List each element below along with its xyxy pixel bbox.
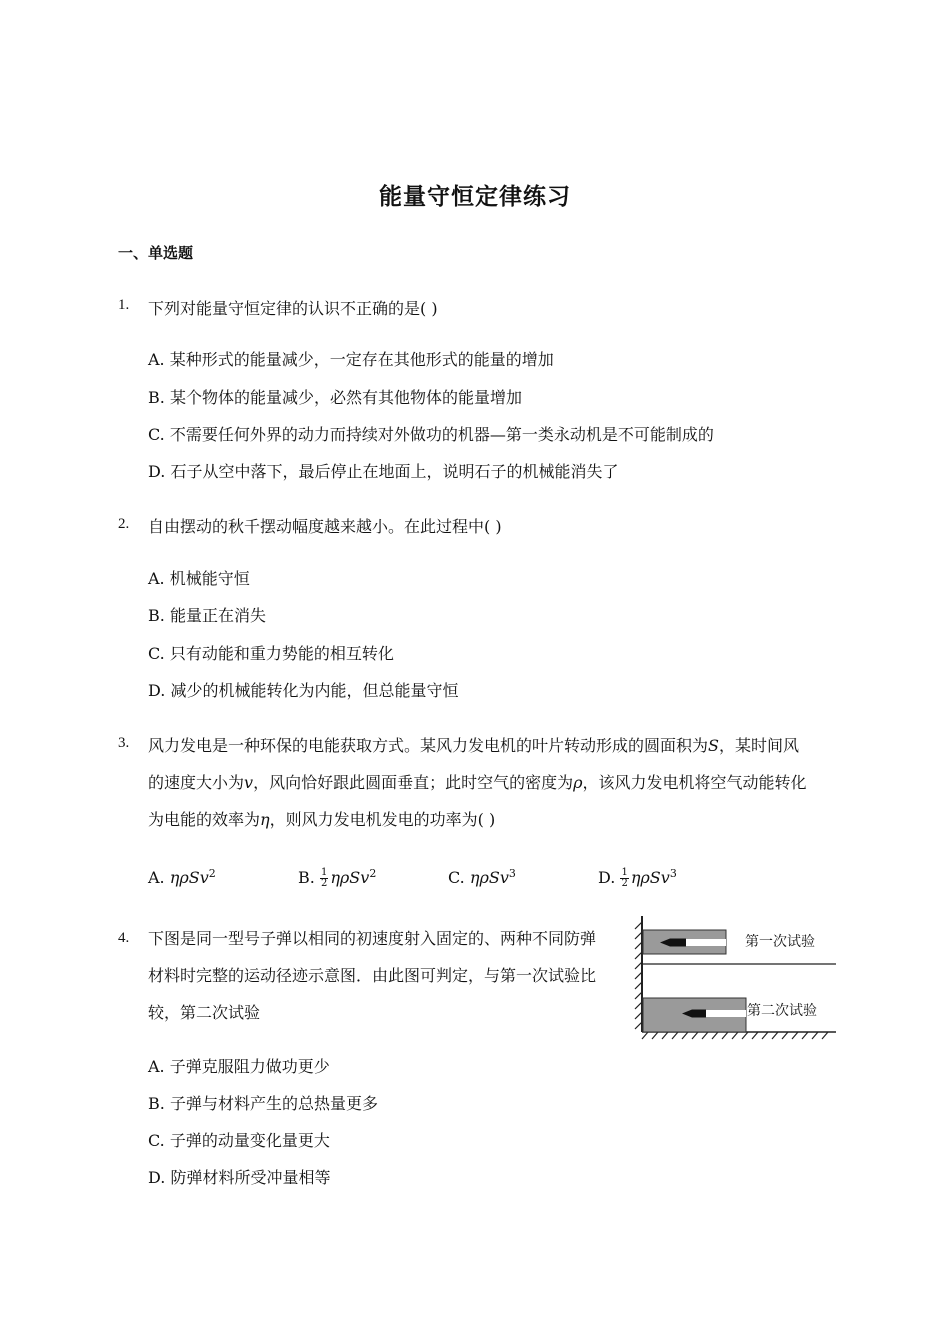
- page-title: 能量守恒定律练习: [379, 184, 571, 210]
- fraction-one-half: $\frac{1}{2}$: [320, 867, 328, 889]
- question-4-number: 4.: [118, 930, 130, 946]
- bullet-experiment-figure: [630, 912, 840, 1044]
- question-1-option-a[interactable]: A. 某种形式的能量减少，一定存在其他形式的能量的增加: [148, 350, 554, 369]
- question-3-option-c[interactable]: C. ηρSv$^3$: [448, 867, 516, 887]
- section-heading: 一、单选题: [118, 244, 194, 262]
- question-2-option-c[interactable]: C. 只有动能和重力势能的相互转化: [148, 644, 394, 663]
- question-4-stem-line-2: 材料时完整的运动径迹示意图．由此图可判定，与第一次试验比: [148, 966, 597, 985]
- question-4-option-b[interactable]: B. 子弹与材料产生的总热量更多: [148, 1094, 378, 1113]
- question-2-option-b[interactable]: B. 能量正在消失: [148, 606, 266, 625]
- question-4-option-a[interactable]: A. 子弹克服阻力做功更少: [148, 1057, 330, 1076]
- question-2-option-d[interactable]: D. 减少的机械能转化为内能，但总能量守恒: [148, 681, 459, 700]
- question-1-stem: 下列对能量守恒定律的认识不正确的是( ): [148, 299, 438, 318]
- question-3-stem-line-2: 的速度大小为v，风向恰好跟此圆面垂直；此时空气的密度为ρ，该风力发电机将空气动能转化: [148, 773, 807, 792]
- question-2-number: 2.: [118, 516, 130, 532]
- figure-label-first-trial: 第一次试验: [745, 934, 815, 950]
- question-3-option-b[interactable]: B. $\frac{1}{2}$ ηρSv$^2$: [298, 867, 377, 889]
- question-4-option-c[interactable]: C. 子弹的动量变化量更大: [148, 1131, 330, 1150]
- question-2-stem: 自由摆动的秋千摆动幅度越来越小。在此过程中( ): [148, 517, 502, 536]
- question-2-option-a[interactable]: A. 机械能守恒: [148, 569, 250, 588]
- question-3-stem-line-3: 为电能的效率为η，则风力发电机发电的功率为( ): [148, 810, 496, 829]
- question-4-option-d[interactable]: D. 防弹材料所受冲量相等: [148, 1168, 331, 1187]
- question-1-option-d[interactable]: D. 石子从空中落下，最后停止在地面上，说明石子的机械能消失了: [148, 462, 619, 481]
- question-3-number: 3.: [118, 735, 130, 751]
- question-1-option-b[interactable]: B. 某个物体的能量减少，必然有其他物体的能量增加: [148, 388, 522, 407]
- fraction-one-half: $\frac{1}{2}$: [621, 867, 628, 889]
- figure-label-second-trial: 第二次试验: [747, 1003, 817, 1019]
- question-4-stem-line-3: 较，第二次试验: [148, 1003, 261, 1022]
- question-4-stem-line-1: 下图是同一型号子弹以相同的初速度射入固定的、两种不同防弹: [148, 929, 597, 948]
- question-3-option-a[interactable]: A. ηρSv$^2$: [148, 867, 216, 887]
- question-3-option-d[interactable]: D. $\frac{1}{2}$ ηρSv$^3$: [598, 867, 677, 889]
- question-1-number: 1.: [118, 297, 130, 313]
- question-1-option-c[interactable]: C. 不需要任何外界的动力而持续对外做功的机器—第一类永动机是不可能制成的: [148, 425, 714, 444]
- question-3-stem-line-1: 风力发电是一种环保的电能获取方式。某风力发电机的叶片转动形成的圆面积为S，某时间风: [148, 736, 799, 755]
